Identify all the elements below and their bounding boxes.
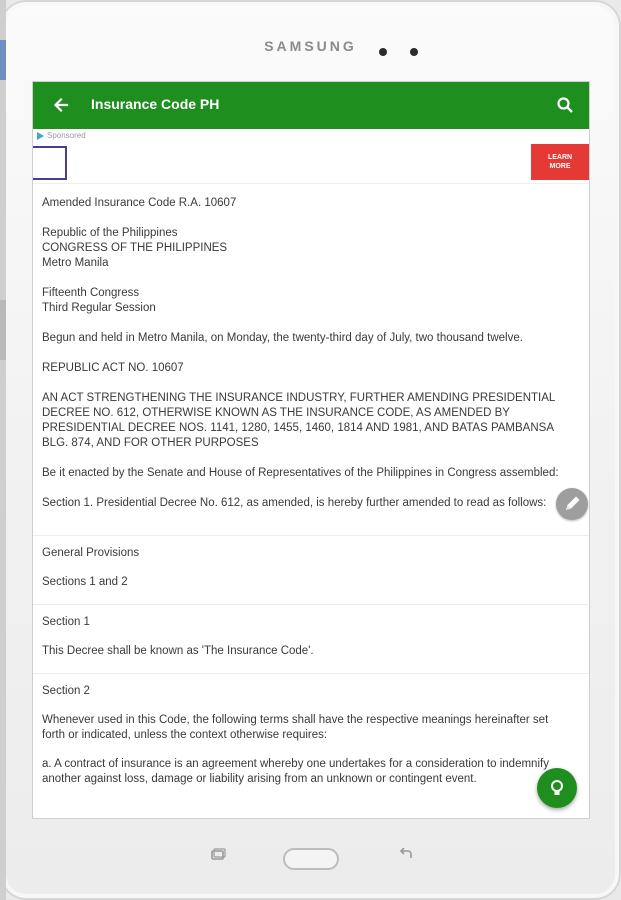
sensor-dot [410,48,418,56]
session-line: Fifteenth Congress [42,287,140,299]
paragraph: This Decree shall be known as 'The Insurance Code'. [42,645,314,657]
learn-more-line2: MORE [549,163,571,170]
edge-strip [0,300,6,360]
paragraph: Whenever used in this Code, the following terms shall have the respective meanings hereinafter set forth or indicated, unless the context otherwise requires: [42,714,549,741]
header-lines [42,226,567,271]
paragraph: Be it enacted by the Senate and House of Representatives of the Philippines in Congress assembled: [42,467,559,479]
paragraph: AN ACT STRENGTHENING THE INSURANCE INDUSTRY, FURTHER AMENDING PRESIDENTIAL DECREE NO. 612, OTHERWISE KNOWN AS THE INSURANCE CODE, AS AMENDED BY PRESIDENTIAL DECREE NOS. 1141, 1280, 1455, 1460, 1814 AND 1981, AND BATAS PAMBANSA BLG. 874, AND FOR OTHER PURPOSES [42,392,555,449]
section-heading: Sections 1 and 2 [42,576,128,588]
left-edge [0,0,6,900]
learn-more-line1: LEARN [547,154,573,161]
sponsored-text: Sponsored [47,131,86,140]
paragraph: REPUBLIC ACT NO. 10607 [42,362,184,374]
session-line: Third Regular Session [42,302,156,314]
app-screen [33,82,589,818]
edit-fab[interactable] [556,488,588,520]
section-heading: Section 1 [42,616,90,628]
session-lines [42,286,567,316]
header-line: Metro Manila [42,257,109,269]
ad-image[interactable] [33,146,67,180]
header-line: Republic of the Philippines [42,227,178,239]
sponsored-label [37,131,86,140]
intro-block [33,184,589,511]
paragraph: a. A contract of insurance is an agreement whereby one undertakes for a consideration to indemnify another against loss, damage or liability arising from an unknown or contingent event. [42,758,549,785]
app-title: Insurance Code PH [91,96,220,112]
paragraph: Begun and held in Metro Manila, on Monday, the twenty-third day of July, two thousand twelve. [42,332,523,344]
pencil-icon [556,488,588,520]
nav-back-icon[interactable] [398,848,414,867]
section-heading: General Provisions [42,547,140,559]
ad-banner[interactable] [33,129,589,184]
camera-dot [379,48,387,56]
recents-icon[interactable] [210,848,226,867]
search-icon[interactable] [555,95,575,115]
adchoices-icon [37,132,44,140]
paragraph: Section 1. Presidential Decree No. 612, as amended, is hereby further amended to read as follows: [42,497,547,509]
section-heading: Section 2 [42,685,90,697]
lightbulb-fab[interactable] [537,768,577,808]
section-general [33,535,589,590]
arrow-left-icon[interactable] [51,95,71,115]
doc-title: Amended Insurance Code R.A. 10607 [42,197,237,209]
learn-more-button[interactable] [531,144,589,180]
section-1 [33,604,589,659]
home-button[interactable] [283,848,339,870]
document-content[interactable] [33,184,589,818]
lightbulb-icon [537,768,577,808]
device-brand: SAMSUNG [264,38,357,54]
header-line: CONGRESS OF THE PHILIPPINES [42,242,228,254]
app-bar [33,82,589,129]
section-2 [33,673,589,787]
